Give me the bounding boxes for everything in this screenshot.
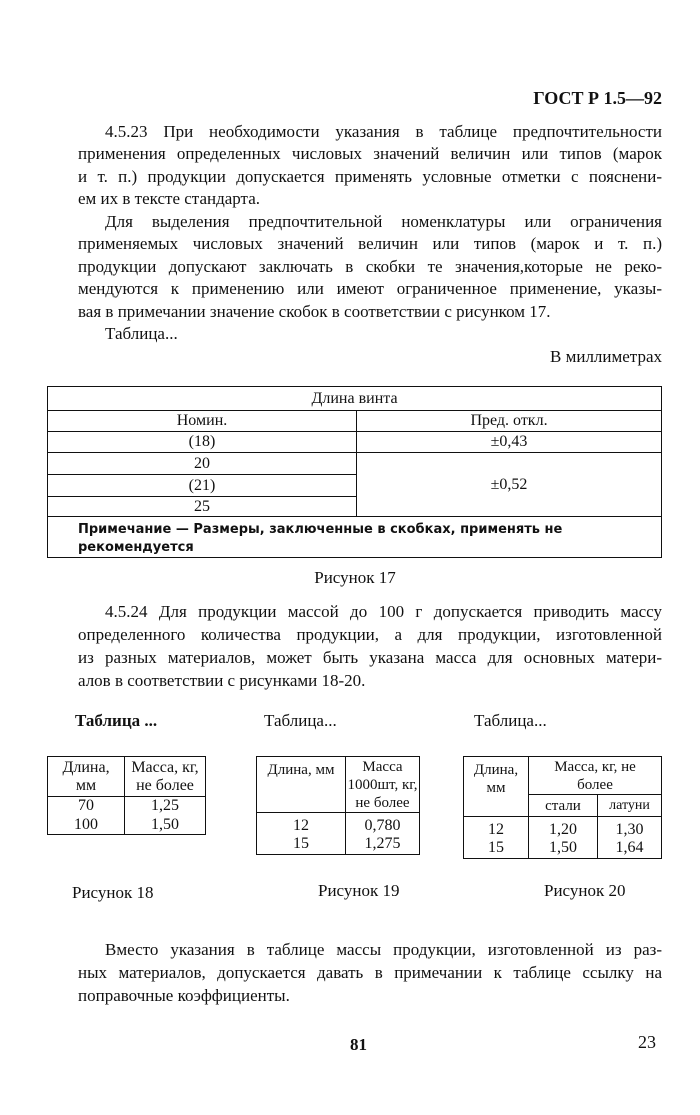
table-label: Таблица ... xyxy=(75,711,158,730)
cell: 0,780 xyxy=(346,813,420,835)
sub-steel: стали xyxy=(529,795,598,817)
text-line: применения определенных числовых значений величин или типов (марок xyxy=(78,144,662,163)
text-line: ем их в тексте стандарта. xyxy=(78,189,260,208)
text-line: Вместо указания в таблице массы продукции, изготовленной из раз- xyxy=(105,940,662,959)
figure-caption: Рисунок 20 xyxy=(544,881,626,900)
table-label: Таблица... xyxy=(474,711,547,730)
text-line: алов в соответствии с рисунками 18-20. xyxy=(78,671,366,690)
figure18-table xyxy=(47,756,206,835)
col-mass-line: не более xyxy=(355,794,410,811)
col-nominal: Номин. xyxy=(48,411,357,432)
table-note: Примечание — Размеры, заключенные в скобках, применять не рекомендуется xyxy=(48,517,662,558)
col-mass: Масса, кг, не более xyxy=(529,757,662,795)
cell: 1,50 xyxy=(125,816,206,835)
text-line: мендуются к применению или имеют ограниченное применение, указы- xyxy=(78,279,662,298)
col-mass: Масса, кг, не более xyxy=(125,757,206,797)
text-line: и т. п.) продукции допускается применять условные отметки с пояснени- xyxy=(78,167,662,186)
document-code: ГОСТ Р 1.5—92 xyxy=(533,88,662,108)
cell: 1,20 xyxy=(529,817,598,839)
group-header: Длина винта xyxy=(48,387,662,411)
figure20-table xyxy=(463,756,662,859)
units-label: В миллиметрах xyxy=(550,347,662,366)
text-line: 4.5.24 Для продукции массой до 100 г допускается приводить массу xyxy=(105,602,662,621)
cell: (18) xyxy=(48,432,357,453)
cell: 12 xyxy=(257,813,346,835)
page-number-right: 23 xyxy=(638,1032,656,1052)
text-line: из разных материалов, может быть указана масса для основных матери- xyxy=(78,648,662,667)
cell: 1,50 xyxy=(529,839,598,859)
cell: 25 xyxy=(48,497,357,517)
figure17-table xyxy=(47,386,662,558)
figure-caption: Рисунок 17 xyxy=(314,568,396,587)
sub-brass: латуни xyxy=(598,795,662,817)
figure-caption: Рисунок 18 xyxy=(72,883,154,902)
text-line: продукции допускают заключать в скобки те значения,которые не реко- xyxy=(78,257,662,276)
text-line: поправочные коэффициенты. xyxy=(78,986,290,1005)
cell: 100 xyxy=(48,816,125,835)
table-label: Таблица... xyxy=(264,711,337,730)
cell: ±0,43 xyxy=(357,432,662,453)
cell: 70 xyxy=(48,797,125,816)
text-line: применяемых числовых значений величин или типов (марок и т. п.) xyxy=(78,234,662,253)
table-label: Таблица... xyxy=(105,324,178,343)
text-line: вая в примечании значение скобок в соответствии с рисунком 17. xyxy=(78,302,551,321)
cell: 20 xyxy=(48,453,357,475)
text-line: ных материалов, допускается давать в примечании к таблице ссылку на xyxy=(78,963,662,982)
col-length: Длина, мм xyxy=(464,757,529,817)
text-line: Для выделения предпочтительной номенклатуры или ограничения xyxy=(105,212,662,231)
col-mass-line: 1000шт, кг, xyxy=(347,776,418,793)
cell: ±0,52 xyxy=(357,453,662,517)
cell: 1,275 xyxy=(346,835,420,855)
col-tolerance: Пред. откл. xyxy=(357,411,662,432)
col-length: Длина, мм xyxy=(257,757,346,813)
col-mass-line: Масса xyxy=(362,758,403,775)
cell: (21) xyxy=(48,475,357,497)
page-number: 81 xyxy=(350,1035,367,1054)
figure19-table xyxy=(256,756,420,855)
cell: 15 xyxy=(257,835,346,855)
cell: 1,64 xyxy=(598,839,662,859)
col-length: Длина, мм xyxy=(48,757,125,797)
cell: 1,30 xyxy=(598,817,662,839)
cell: 1,25 xyxy=(125,797,206,816)
cell: 12 xyxy=(464,817,529,839)
figure-caption: Рисунок 19 xyxy=(318,881,400,900)
text-line: 4.5.23 При необходимости указания в таблице предпочтительности xyxy=(105,122,662,141)
cell: 15 xyxy=(464,839,529,859)
text-line: определенного количества продукции, а для продукции, изготовленной xyxy=(78,625,662,644)
